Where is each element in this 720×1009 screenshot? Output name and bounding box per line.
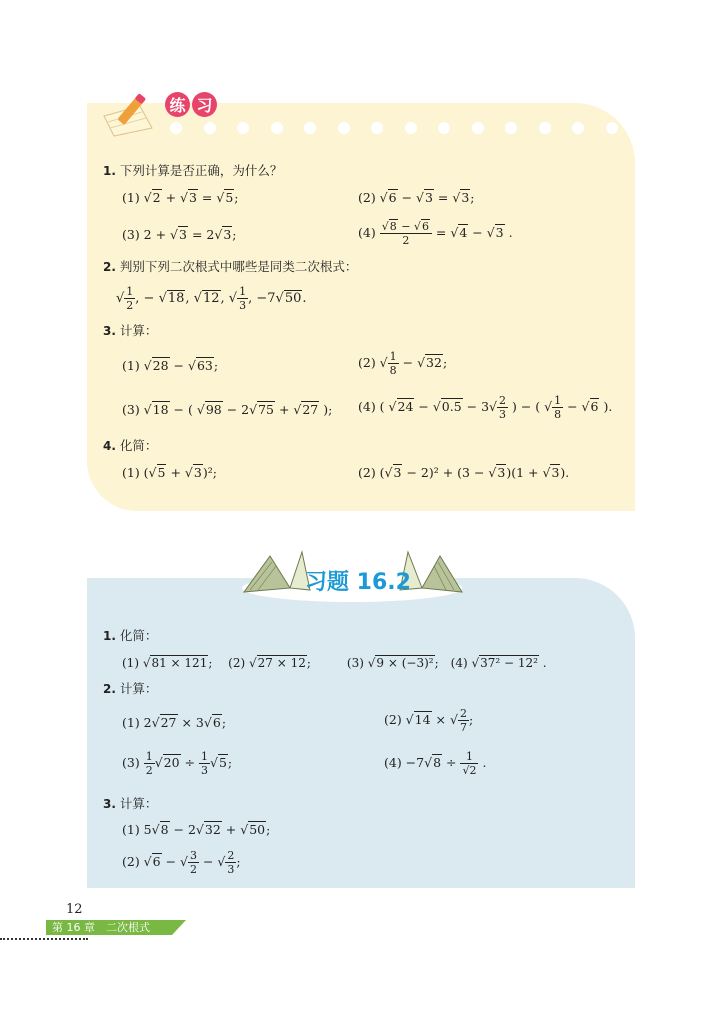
exercise-q4-2: (2) (√3 − 2)² + (3 − √3)(1 + √3).: [358, 465, 570, 480]
homework-q2-4: (4) −7√8 ÷ $\frac{1}{√2}$ .: [384, 750, 487, 777]
exercise-q1-3: (3) 2 + √3 = 2√3;: [122, 227, 237, 242]
decorative-dot: [371, 122, 383, 134]
homework-q1: 1. 化简：: [103, 628, 158, 643]
exercise-q4-1: (1) (√5 + √3)²;: [122, 465, 217, 480]
exercise-q1-1: (1) √2 + √3 = √5;: [122, 190, 239, 205]
exercise-q3-1: (1) √28 − √63;: [122, 358, 219, 373]
homework-q2: 2. 计算：: [103, 681, 158, 696]
decorative-dot: [170, 122, 182, 134]
decorative-dot: [204, 122, 216, 134]
exercise-title: [165, 92, 217, 117]
exercise-badge-2: 习: [192, 92, 217, 117]
decorative-dot: [271, 122, 283, 134]
chapter-label: 第 16 章 二次根式: [52, 921, 150, 934]
exercise-badge-1: 练: [165, 92, 190, 117]
homework-panel: [87, 578, 635, 888]
decorative-dot: [539, 122, 551, 134]
homework-q1-items: (1) √81 × 121; (2) √27 × 12; (3) √9 × (−3)²; (4) √37² − 12² .: [122, 656, 547, 670]
homework-q2-2: (2) √14 × √ $\frac{2}{7}$ ;: [384, 707, 474, 734]
decorative-dot: [505, 122, 517, 134]
homework-q3-1: (1) 5√8 − 2√32 + √50;: [122, 822, 271, 837]
homework-q2-3: (3) $\frac{1}{2}$ √20 ÷ $\frac{1}{3}$ √5;: [122, 750, 233, 777]
exercise-q2-items: √ $\frac{1}{2}$ , − √18, √12, √ $\frac{1}{3}$ , −7√50.: [116, 285, 307, 312]
pencil-paper-icon: [100, 88, 166, 138]
decorative-dot: [472, 122, 484, 134]
exercise-q1-4: (4) $\frac{√8 - √6}{2}$ = √4 − √3 .: [358, 220, 513, 247]
decorative-dot: [606, 122, 618, 134]
homework-q3: 3. 计算：: [103, 796, 158, 811]
exercise-q3-3: (3) √18 − ( √98 − 2√75 + √27 );: [122, 402, 333, 417]
decorative-dot: [572, 122, 584, 134]
homework-title: 习题 16.2: [305, 570, 411, 595]
exercise-q3-4: (4) ( √24 − √0.5 − 3√ $\frac{2}{3}$ ) − ( √ $\frac{1}{8}$ − √6 ).: [358, 394, 613, 421]
page-number: 12: [66, 902, 83, 917]
homework-q2-1: (1) 2√27 × 3√6;: [122, 715, 227, 730]
decorative-dot: [405, 122, 417, 134]
exercise-q3: 3. 计算：: [103, 323, 158, 338]
footer-dotted-rule: [0, 938, 88, 940]
exercise-q4: 4. 化简：: [103, 438, 158, 453]
decorative-dot: [237, 122, 249, 134]
decorative-dot: [338, 122, 350, 134]
exercise-q1-2: (2) √6 − √3 = √3;: [358, 190, 475, 205]
decorative-dot: [438, 122, 450, 134]
homework-q3-2: (2) √6 − √ $\frac{3}{2}$ − √ $\frac{2}{3}$ ;: [122, 849, 241, 876]
decorative-dots: [170, 122, 610, 136]
decorative-dot: [304, 122, 316, 134]
exercise-q2: 2. 判别下列二次根式中哪些是同类二次根式：: [103, 259, 358, 274]
exercise-q1: 1. 下列计算是否正确，为什么？: [103, 163, 283, 178]
exercise-q3-2: (2) √ $\frac{1}{8}$ − √32;: [358, 350, 448, 377]
